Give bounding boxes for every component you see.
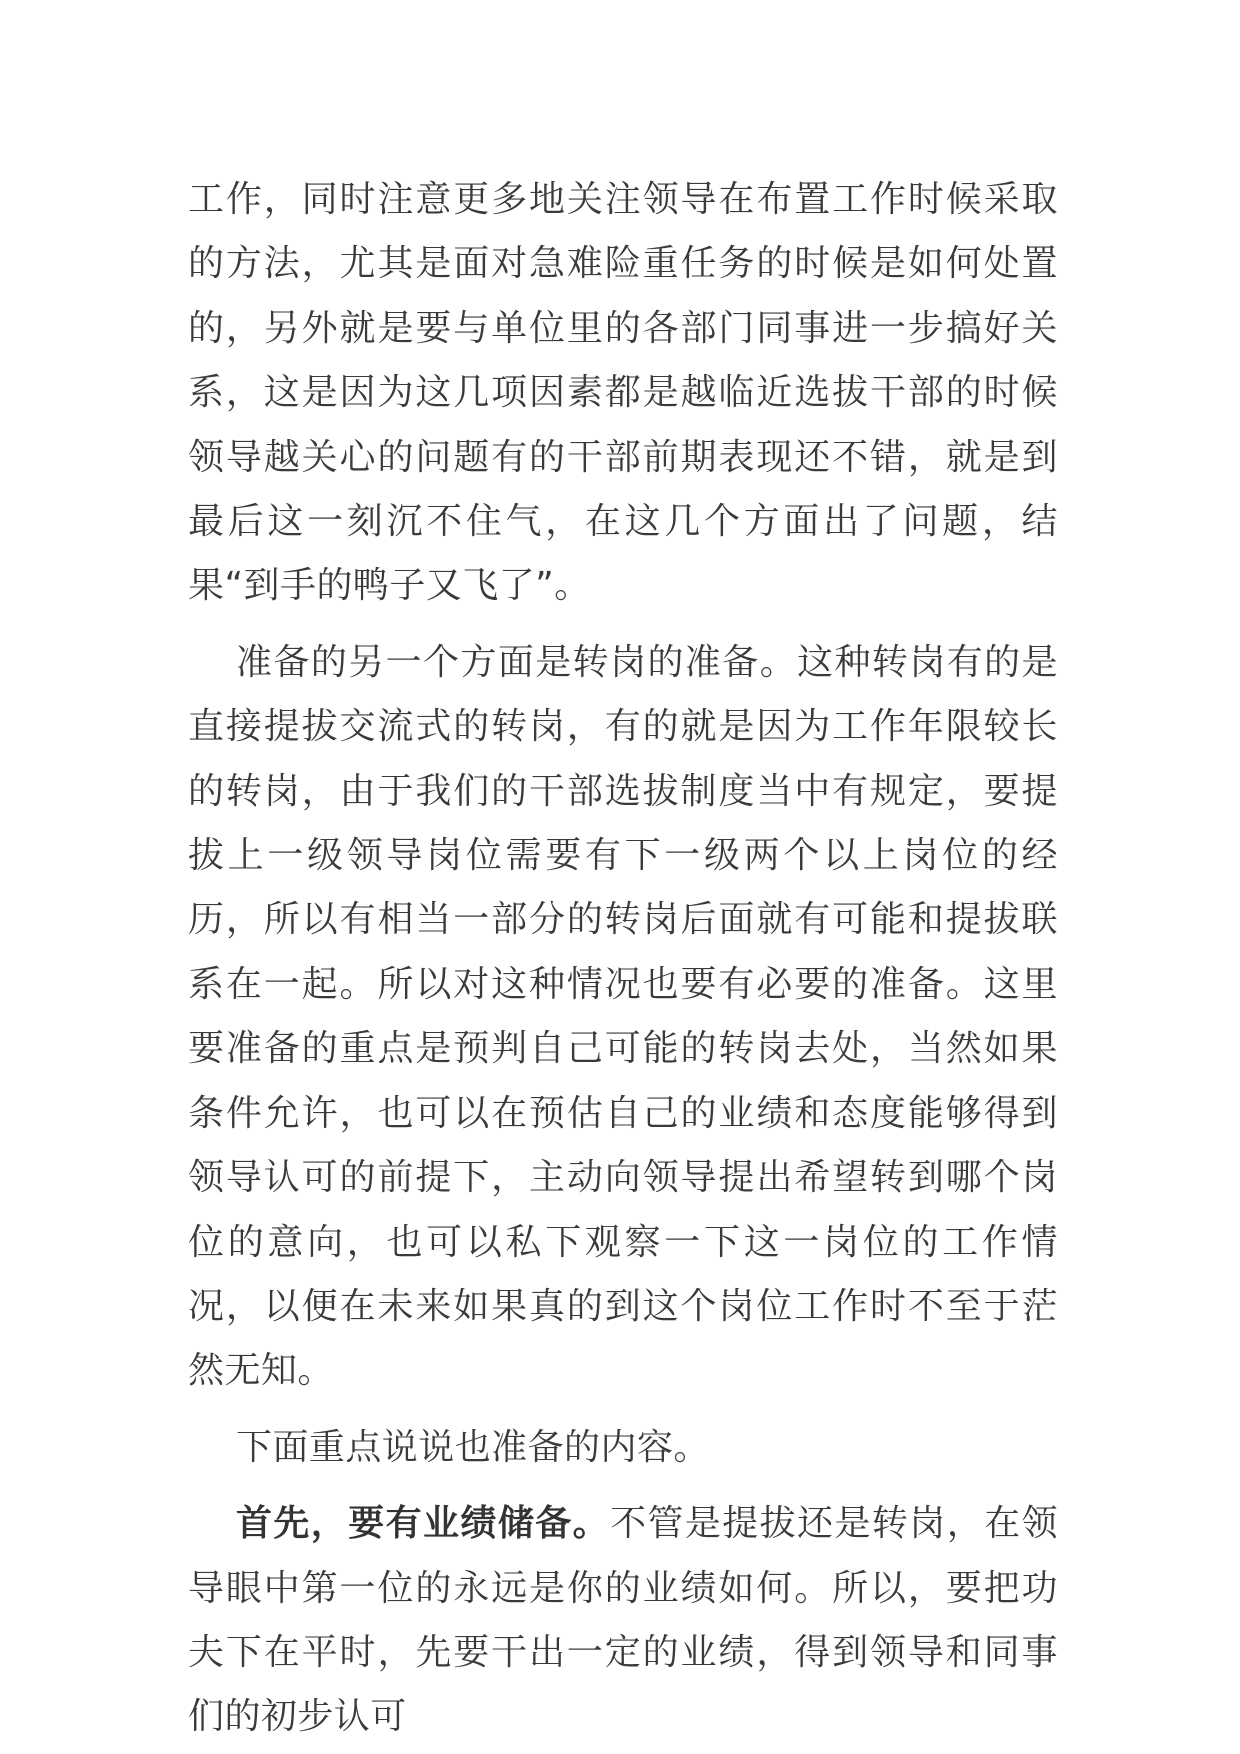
document-body — [188, 168, 1058, 1750]
paragraph-2: 准备的另一个方面是转岗的准备。这种转岗有的是直接提拔交流式的转岗，有的就是因为工作年限较长的转岗，由于我们的干部选拔制度当中有规定，要提拔上一级领导岗位需要有下一级两个以上岗位的经历，所以有相当一部分的转岗后面就有可能和提拔联系在一起。所以对这种情况也要有必要的准备。这里要准备的重点是预判自己可能的转岗去处，当然如果条件允许，也可以在预估自己的业绩和态度能够得到领导认可的前提下，主动向领导提出希望转到哪个岗位的意向，也可以私下观察一下这一岗位的工作情况，以便在未来如果真的到这个岗位工作时不至于茫然无知。 — [188, 641, 1058, 1392]
paragraph-3: 下面重点说说也准备的内容。 — [236, 1426, 710, 1468]
paragraph-1: 工作，同时注意更多地关注领导在布置工作时候采取的方法，尤其是面对急难险重任务的时候是如何处置的，另外就是要与单位里的各部门同事进一步搞好关系，这是因为这几项因素都是越临近选拔干部的时候领导越关心的问题有的干部前期表现还不错，就是到最后这一刻沉不住气，在这几个方面出了问题，结果“到手的鸭子又飞了”。 — [188, 179, 1058, 607]
paragraph-4-heading: 首先，要有业绩储备。 — [236, 1503, 611, 1545]
paragraph-4 — [188, 1492, 1058, 1750]
paragraph-4-text: 不管是提拔还是转岗，在领导眼中第一位的永远是你的业绩如何。所以，要把功夫下在平时，先要干出一定的业绩，得到领导和同事们的初步认可 — [188, 1503, 1058, 1738]
